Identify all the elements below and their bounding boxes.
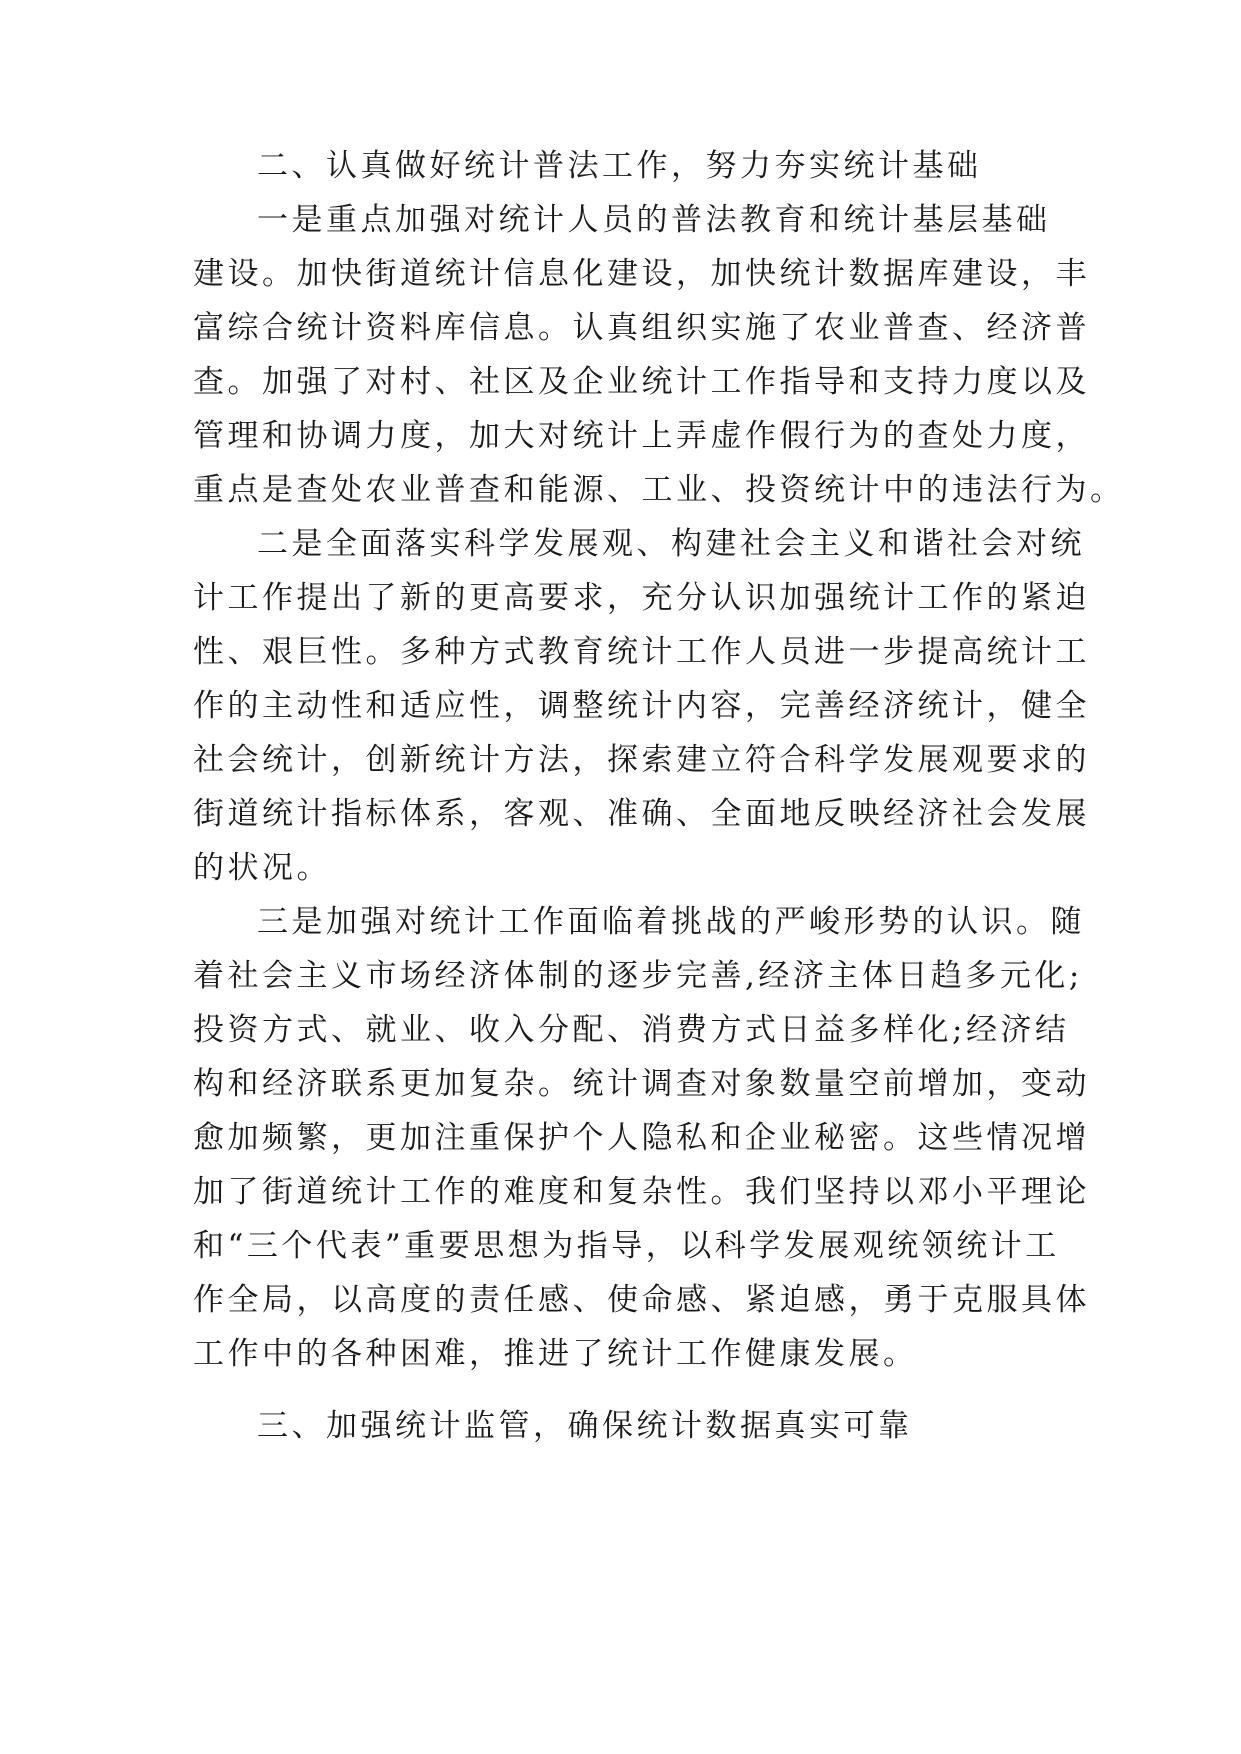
paragraph-line: 工作中的各种困难，推进了统计工作健康发展。 (193, 1336, 918, 1372)
paragraph-line: 和“三个代表”重要思想为指导，以科学发展观统领统计工 (193, 1228, 1060, 1264)
paragraph-line: 街道统计指标体系，客观、准确、全面地反映经济社会发展 (193, 796, 1090, 832)
paragraph-line: 管理和协调力度，加大对统计上弄虚作假行为的查处力度， (193, 418, 1090, 454)
paragraph-line: 加了街道统计工作的难度和复杂性。我们坚持以邓小平理论 (193, 1174, 1090, 1210)
paragraph-line: 建设。加快街道统计信息化建设，加快统计数据库建设，丰 (193, 256, 1090, 292)
paragraph-line: 富综合统计资料库信息。认真组织实施了农业普查、经济普 (193, 310, 1090, 346)
paragraph-line: 社会统计，创新统计方法，探索建立符合科学发展观要求的 (193, 742, 1090, 778)
paragraph-line: 重点是查处农业普查和能源、工业、投资统计中的违法行为。 (193, 472, 1125, 508)
paragraph-line: 着社会主义市场经济体制的逐步完善,经济主体日趋多元化; (193, 958, 1083, 994)
paragraph-line: 愈加频繁，更加注重保护个人隐私和企业秘密。这些情况增 (193, 1120, 1090, 1156)
paragraph-line: 二是全面落实科学发展观、构建社会主义和谐社会对统 (257, 526, 1085, 562)
paragraph-line: 计工作提出了新的更高要求，充分认识加强统计工作的紧迫 (193, 580, 1090, 616)
paragraph-line: 三是加强对统计工作面临着挑战的严峻形势的认识。随 (257, 904, 1085, 940)
paragraph-line: 的状况。 (193, 850, 331, 886)
paragraph-line: 构和经济联系更加复杂。统计调查对象数量空前增加，变动 (193, 1066, 1090, 1102)
paragraph-line: 投资方式、就业、收入分配、消费方式日益多样化;经济结 (193, 1012, 1070, 1048)
section-heading-2: 二、认真做好统计普法工作，努力夯实统计基础 (257, 148, 982, 184)
paragraph-line: 作全局，以高度的责任感、使命感、紧迫感，勇于克服具体 (193, 1282, 1090, 1318)
paragraph-line: 性、艰巨性。多种方式教育统计工作人员进一步提高统计工 (193, 634, 1090, 670)
paragraph-line: 作的主动性和适应性，调整统计内容，完善经济统计，健全 (193, 688, 1090, 724)
paragraph-line: 查。加强了对村、社区及企业统计工作指导和支持力度以及 (193, 364, 1090, 400)
paragraph-line: 一是重点加强对统计人员的普法教育和统计基层基础 (257, 202, 1051, 238)
section-heading-3: 三、加强统计监管，确保统计数据真实可靠 (257, 1408, 913, 1444)
